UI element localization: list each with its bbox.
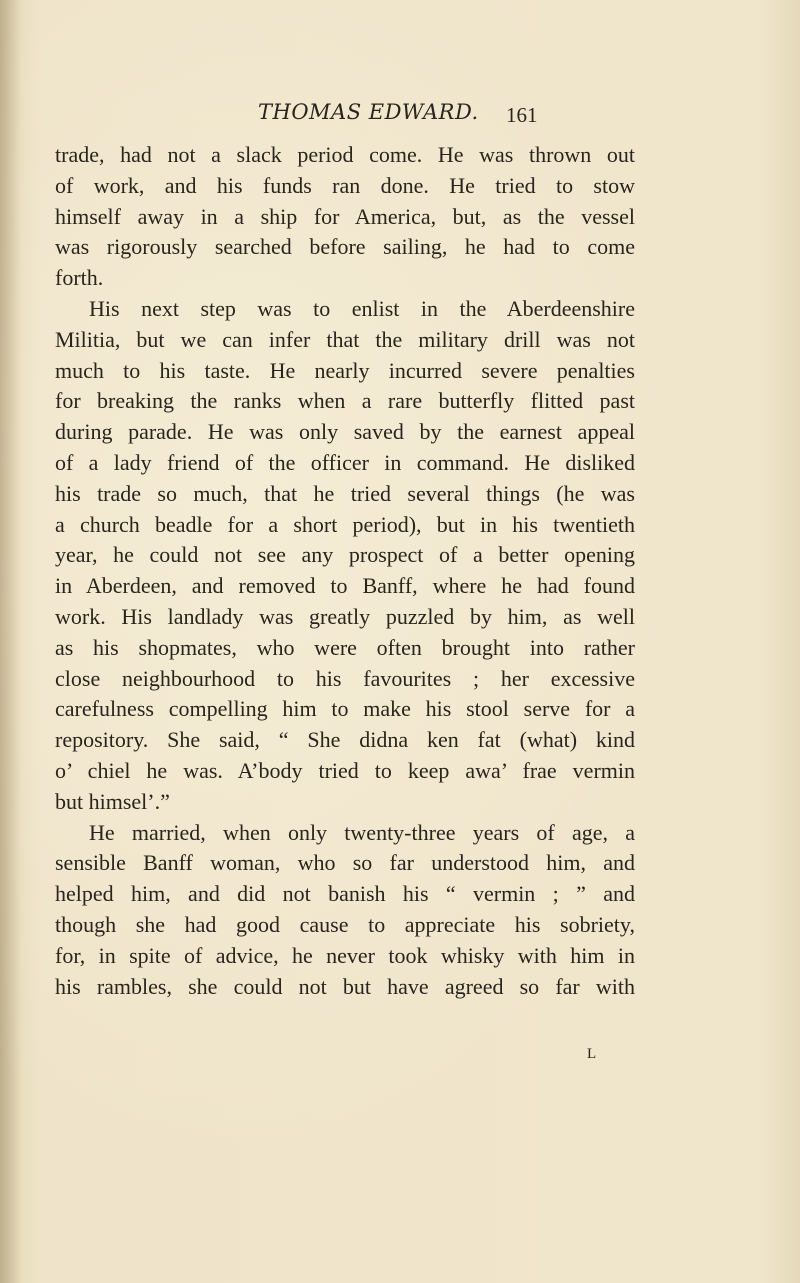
running-head-title: THOMAS EDWARD. <box>258 100 479 124</box>
body-text <box>55 140 635 1002</box>
text-line: in Aberdeen, and removed to Banff, where he had found <box>55 573 635 599</box>
text-line: for breaking the ranks when a rare butterfly flitted past <box>55 388 635 414</box>
text-line: work. His landlady was greatly puzzled by him, as well <box>55 603 635 629</box>
text-line: much to his taste. He nearly incurred severe penalties <box>55 357 635 383</box>
text-line: himself away in a ship for America, but, as the vessel <box>55 203 635 229</box>
text-line: o’ chiel he was. A’body tried to keep awa’ frae vermin <box>55 757 635 783</box>
text-line: for, in spite of advice, he never took whisky with him in <box>55 942 635 968</box>
text-line: sensible Banff woman, who so far understood him, and <box>55 850 635 876</box>
text-line: He married, when only twenty-three years of age, a <box>89 819 635 845</box>
text-line: helped him, and did not banish his “ vermin ; ” and <box>55 881 635 907</box>
text-line: Militia, but we can infer that the military drill was not <box>55 326 635 352</box>
signature-mark: L <box>587 1046 597 1062</box>
text-line: a church beadle for a short period), but in his twentieth <box>55 511 635 537</box>
text-line: as his shopmates, who were often brought into rather <box>55 634 635 660</box>
page-gutter-shadow <box>0 0 22 1283</box>
text-line: was rigorously searched before sailing, he had to come <box>55 234 635 260</box>
text-line: during parade. He was only saved by the earnest appeal <box>55 419 635 445</box>
text-line: repository. She said, “ She didna ken fat (what) kind <box>55 727 635 753</box>
page-number: 161 <box>506 103 538 127</box>
text-line: his rambles, she could not but have agreed so far with <box>55 973 635 999</box>
text-line: of a lady friend of the officer in command. He disliked <box>55 449 635 475</box>
text-line: His next step was to enlist in the Aberdeenshire <box>89 295 635 321</box>
text-line: close neighbourhood to his favourites ; her excessive <box>55 665 635 691</box>
text-line: trade, had not a slack period come. He was thrown out <box>55 142 635 167</box>
text-line: carefulness compelling him to make his stool serve for a <box>55 696 635 722</box>
text-line: though she had good cause to appreciate his sobriety, <box>55 911 635 937</box>
text-line: forth. <box>55 265 104 291</box>
text-line: his trade so much, that he tried several things (he was <box>55 480 635 506</box>
text-line: but himsel’.” <box>55 788 170 814</box>
text-line: year, he could not see any prospect of a better opening <box>55 542 635 568</box>
text-line: of work, and his funds ran done. He tried to stow <box>55 172 635 198</box>
